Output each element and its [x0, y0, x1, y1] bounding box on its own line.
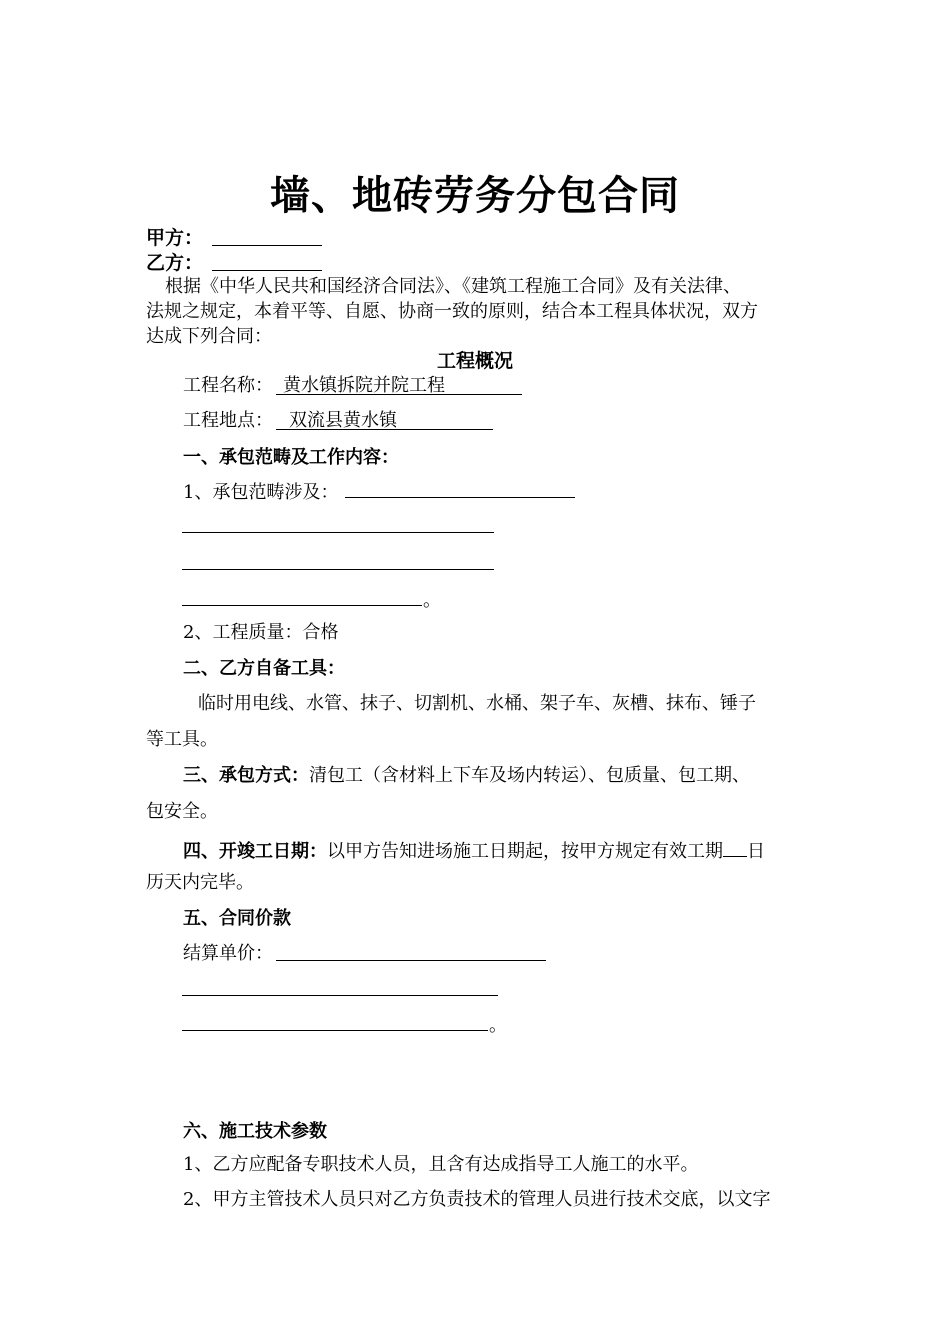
- section3-line: [183, 767, 750, 785]
- party-b-label: 乙方：: [146, 252, 204, 274]
- section4-text-a: 以甲方告知进场施工日期起，按甲方规定有效工期: [327, 841, 723, 862]
- section1-item1: 1、承包范畴涉及：: [183, 482, 339, 503]
- intro-line-1: 根据《中华人民共和国经济合同法》、《建筑工程施工合同》及有关法律、: [165, 276, 741, 297]
- project-name-value: 黄水镇拆院并院工程: [283, 375, 445, 396]
- price-blank-2: [182, 995, 498, 996]
- scope-period: 。: [423, 590, 441, 611]
- intro-line-2: 法规之规定，本着平等、自愿、协商一致的原则，结合本工程具体状况，双方: [146, 301, 758, 322]
- scope-blank-3: [182, 569, 494, 570]
- party-a-label: 甲方：: [146, 227, 204, 249]
- scope-blank-4: [182, 605, 422, 606]
- section1-heading: 一、承包范畴及工作内容：: [183, 447, 399, 468]
- scope-blank-1: [345, 497, 575, 498]
- section4-line2: 历天内完毕。: [146, 872, 254, 893]
- section2-heading: 二、乙方自备工具：: [183, 658, 345, 679]
- price-blank-3: [182, 1030, 488, 1031]
- duration-blank: [723, 838, 747, 857]
- overview-heading: 工程概况: [436, 350, 513, 372]
- project-site-value: 双流县黄水镇: [289, 410, 397, 431]
- section6-item1: 1、乙方应配备专职技术人员，且含有达成指导工人施工的水平。: [183, 1154, 699, 1175]
- party-b-blank: [212, 270, 322, 271]
- section5-price-label: 结算单价：: [183, 943, 273, 964]
- section4-heading: 四、开竣工日期：: [183, 841, 327, 862]
- section4-text-b: 日: [747, 841, 765, 862]
- section6-item2: 2、甲方主管技术人员只对乙方负责技术的管理人员进行技术交底，以文字: [183, 1189, 771, 1210]
- price-blank-1: [276, 960, 546, 961]
- section5-heading: 五、合同价款: [183, 908, 291, 929]
- scope-blank-2: [182, 532, 494, 533]
- section6-heading: 六、施工技术参数: [183, 1121, 327, 1142]
- section3-line2: 包安全。: [146, 801, 218, 822]
- section1-item2: 2、工程质量：合格: [183, 622, 339, 643]
- intro-line-3: 达成下列合同：: [146, 326, 272, 347]
- section4-line: [183, 838, 765, 861]
- section2-line2: 等工具。: [146, 729, 218, 750]
- party-a-blank: [212, 245, 322, 246]
- section3-text: 清包工（含材料上下车及场内转运）、包质量、包工期、: [309, 765, 750, 786]
- document-title: 墙、地砖劳务分包合同: [270, 173, 680, 219]
- price-period: 。: [489, 1015, 507, 1036]
- section2-line1: 临时用电线、水管、抹子、切割机、水桶、架子车、灰槽、抹布、锤子: [198, 693, 756, 714]
- section3-heading: 三、承包方式：: [183, 765, 309, 786]
- project-site-label: 工程地点：: [183, 410, 273, 431]
- project-name-label: 工程名称：: [183, 375, 273, 396]
